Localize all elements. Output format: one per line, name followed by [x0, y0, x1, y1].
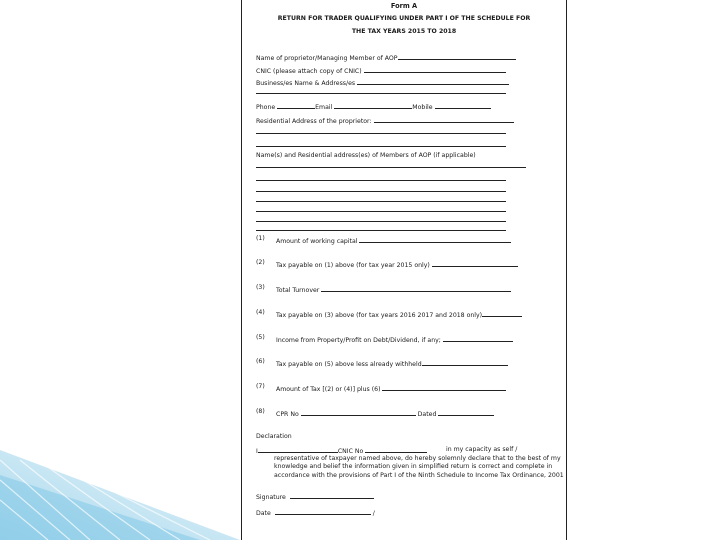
declaration-prefix: I [256, 448, 258, 455]
mobile-label: Mobile [412, 104, 433, 111]
item-4 [276, 310, 522, 319]
dated-label: Dated [417, 411, 437, 418]
date-label: Date [256, 510, 271, 517]
item-1 [276, 236, 511, 245]
item-3-label: Total Turnover [276, 287, 320, 294]
members-field-line4[interactable] [256, 201, 506, 202]
phone-label: Phone [256, 104, 276, 111]
decorative-stripes [0, 380, 240, 540]
members-field-line3[interactable] [256, 191, 506, 192]
form-heading-line2: THE TAX YEARS 2015 TO 2018 [351, 28, 457, 35]
name-label: Name of proprietor/Managing Member of AOP [256, 55, 398, 62]
residential-field-line3[interactable] [256, 146, 506, 147]
item-1-field[interactable] [359, 236, 511, 243]
members-label: Name(s) and Residential address(es) of Members of AOP (if applicable) [256, 152, 476, 159]
members-field-line2[interactable] [256, 180, 506, 181]
item-5-label: Income from Property/Profit on Debt/Dividend, if any; [276, 337, 441, 344]
item-7 [276, 384, 506, 393]
item-6-label: Tax payable on (5) above less already withheld [276, 361, 422, 368]
item-4-label: Tax payable on (3) above (for tax years 2016 2017 and 2018 only) [276, 312, 483, 319]
item-8-label: CPR No [276, 411, 299, 418]
form-page [241, 0, 567, 540]
item-2-field[interactable] [432, 260, 518, 267]
residential-row [256, 116, 514, 125]
item-8 [276, 409, 494, 418]
members-field-line6[interactable] [256, 221, 506, 222]
declaration-body: in my capacity as self / representative of taxpayer named above, do hereby solemnly declare that to the best of my knowledge and belief the information given in simplified return is correct and complete in accordance with the provisions of Part I of the Ninth Schedule to Income Tax Ordinance, 2001 [274, 446, 564, 479]
item-6 [276, 359, 508, 368]
item-4-number: (4) [256, 309, 265, 316]
item-5 [276, 335, 513, 344]
members-field-line7[interactable] [256, 230, 506, 231]
business-field-line2[interactable] [256, 93, 506, 94]
cnic-row [256, 66, 506, 75]
item-1-number: (1) [256, 235, 265, 242]
business-label: Business/es Name & Address/es [256, 80, 356, 87]
item-7-field[interactable] [382, 384, 506, 391]
members-field-line5[interactable] [256, 211, 506, 212]
item-6-field[interactable] [422, 359, 508, 366]
item-3-field[interactable] [321, 285, 511, 292]
declaration-title: Declaration [256, 433, 292, 440]
signature-label: Signature [256, 494, 286, 501]
item-1-label: Amount of working capital [276, 238, 358, 245]
mobile-field[interactable] [435, 102, 491, 109]
item-5-field[interactable] [443, 335, 513, 342]
email-label: Email [315, 104, 333, 111]
item-7-label: Amount of Tax [(2) or (4)] plus (6) [276, 386, 381, 393]
item-2-number: (2) [256, 259, 265, 266]
item-4-field[interactable] [482, 310, 522, 317]
contact-row [256, 102, 491, 111]
item-3-number: (3) [256, 284, 265, 291]
item-3 [276, 285, 511, 294]
form-title: Form A [390, 2, 418, 10]
residential-label: Residential Address of the proprietor: [256, 118, 372, 125]
name-row [256, 53, 516, 62]
date-row [256, 508, 375, 517]
members-field-line1[interactable] [256, 167, 526, 168]
date-field[interactable] [275, 508, 371, 515]
item-5-number: (5) [256, 334, 265, 341]
cnic-field[interactable] [364, 66, 506, 73]
cnic-label: CNIC (please attach copy of CNIC) [256, 68, 362, 75]
item-7-number: (7) [256, 383, 265, 390]
members-row [256, 153, 476, 159]
form-heading-line1: RETURN FOR TRADER QUALIFYING UNDER PART I OF THE SCHEDULE FOR [277, 15, 531, 22]
phone-field[interactable] [277, 102, 315, 109]
signature-field[interactable] [290, 492, 374, 499]
item-2-label: Tax payable on (1) above (for tax year 2015 only) [276, 262, 430, 269]
date-year-suffix: / [372, 510, 375, 517]
signature-row [256, 492, 374, 501]
business-field[interactable] [357, 78, 509, 85]
cpr-field[interactable] [301, 409, 416, 416]
item-6-number: (6) [256, 358, 265, 365]
residential-field[interactable] [374, 116, 514, 123]
name-field[interactable] [398, 53, 516, 60]
declaration-cnic-label: CNIC No [337, 448, 364, 455]
item-8-number: (8) [256, 408, 265, 415]
residential-field-line2[interactable] [256, 133, 506, 134]
email-field[interactable] [334, 102, 412, 109]
item-2 [276, 260, 518, 269]
business-row [256, 78, 509, 87]
dated-field[interactable] [438, 409, 494, 416]
